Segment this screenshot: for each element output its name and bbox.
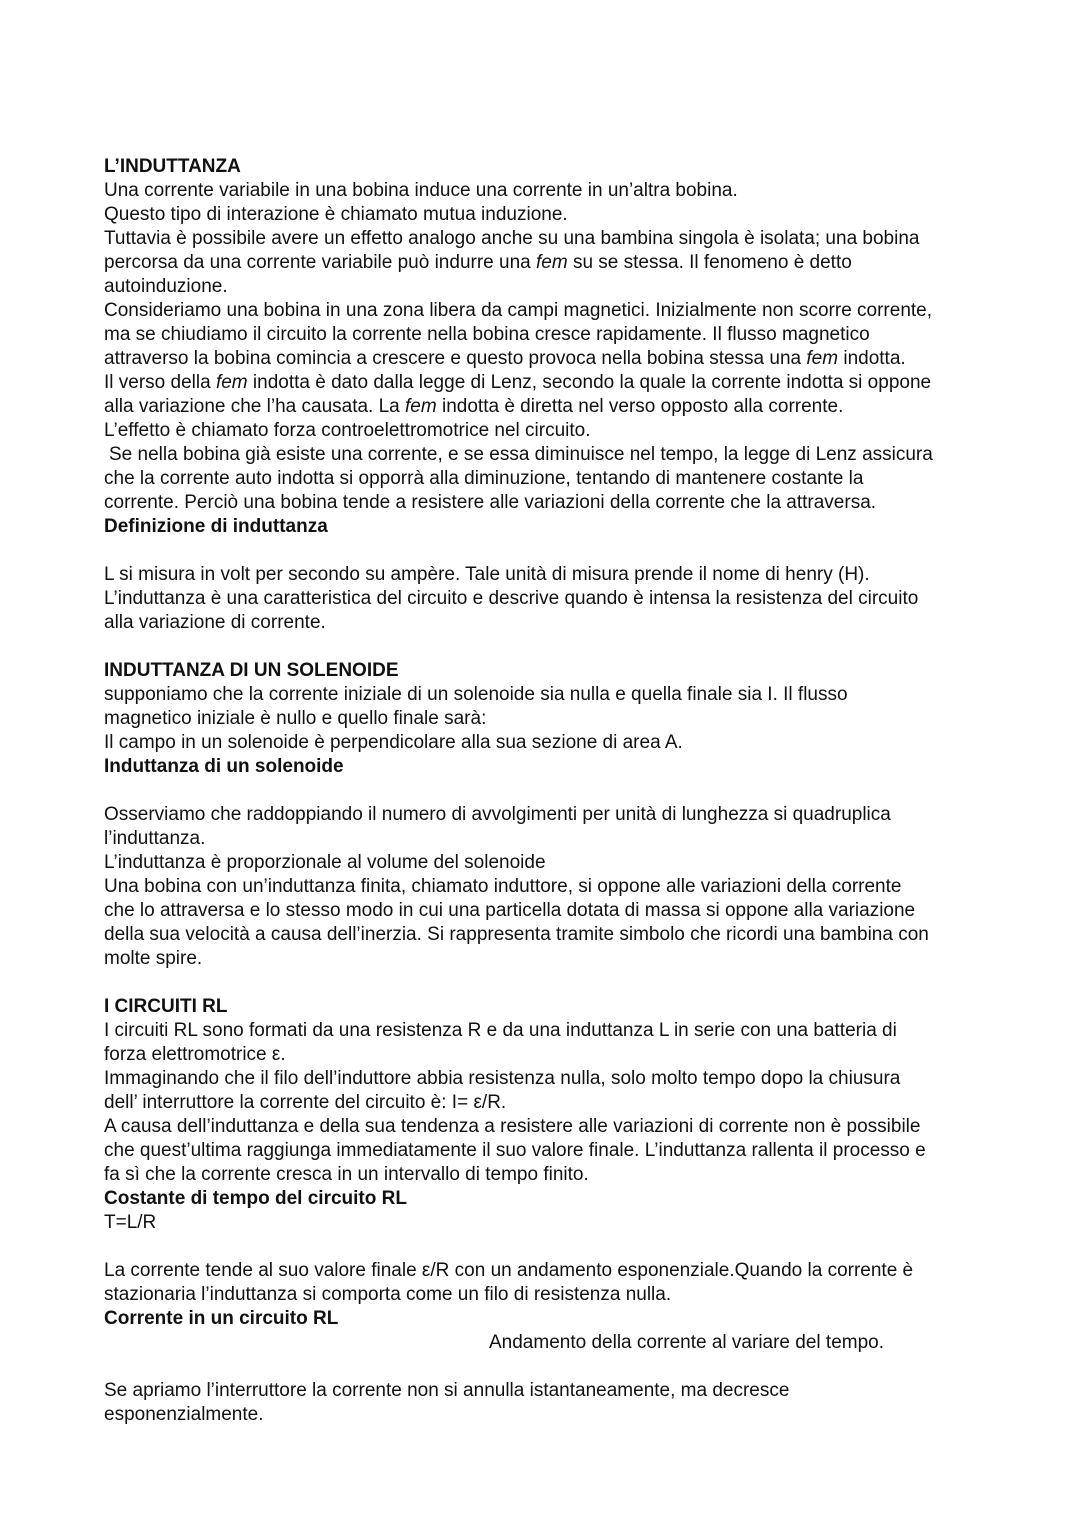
paragraph-line: dell’ interruttore la corrente del circuito è: I= ε/R. — [104, 1092, 507, 1113]
paragraph-line: Questo tipo di interazione è chiamato mutua induzione. — [104, 204, 568, 225]
paragraph-line: stazionaria l’induttanza si comporta come un filo di resistenza nulla. — [104, 1284, 672, 1305]
text-run: percorsa da una corrente variabile può indurre una — [104, 252, 536, 273]
paragraph-line: L’induttanza è una caratteristica del circuito e descrive quando è intensa la resistenza del circuito — [104, 588, 919, 609]
paragraph-line: Una corrente variabile in una bobina induce una corrente in un’altra bobina. — [104, 180, 738, 201]
formula-gap — [104, 539, 984, 563]
italic-fem: fem — [405, 396, 437, 417]
paragraph-line: che lo attraversa e lo stesso modo in cui una particella dotata di massa si oppone alla variazione — [104, 900, 916, 921]
text-run: indotta è diretta nel verso opposto alla corrente. — [436, 396, 844, 417]
italic-fem: fem — [536, 252, 568, 273]
paragraph-line: Osserviamo che raddoppiando il numero di avvolgimenti per unità di lunghezza si quadruplica — [104, 804, 891, 825]
text-run: su se stessa. Il fenomeno è detto — [567, 252, 852, 273]
figure-caption: Andamento della corrente al variare del tempo. — [489, 1332, 885, 1353]
paragraph-line — [104, 371, 984, 395]
paragraph-line: L’effetto è chiamato forza controelettromotrice nel circuito. — [104, 420, 591, 441]
paragraph-line: l’induttanza. — [104, 828, 206, 849]
paragraph-line: A causa dell’induttanza e della sua tendenza a resistere alle variazioni di corrente non è possibile — [104, 1116, 921, 1137]
section-heading-circuiti-rl: I CIRCUITI RL — [104, 996, 228, 1017]
paragraph-line: ma se chiudiamo il circuito la corrente nella bobina cresce rapidamente. Il flusso magnetico — [104, 324, 870, 345]
paragraph-line: Una bobina con un’induttanza finita, chiamato induttore, si oppone alle variazioni della corrente — [104, 876, 902, 897]
subheading-definizione-induttanza: Definizione di induttanza — [104, 516, 328, 537]
paragraph-line: forza elettromotrice ε. — [104, 1044, 286, 1065]
paragraph-line: La corrente tende al suo valore finale ε/R con un andamento esponenziale.Quando la corrente è — [104, 1260, 914, 1281]
formula-gap — [104, 779, 984, 803]
paragraph-line — [104, 251, 984, 275]
paragraph-gap — [104, 1235, 984, 1259]
section-heading-solenoide: INDUTTANZA DI UN SOLENOIDE — [104, 660, 399, 681]
section-gap — [104, 971, 984, 995]
paragraph-line: Il campo in un solenoide è perpendicolare alla sua sezione di area A. — [104, 732, 683, 753]
paragraph-line: Tuttavia è possibile avere un effetto analogo anche su una bambina singola è isolata; una bobina — [104, 228, 920, 249]
subheading-induttanza-solenoide: Induttanza di un solenoide — [104, 756, 344, 777]
paragraph-line: che quest’ultima raggiunga immediatamente il suo valore finale. L’induttanza rallenta il processo e — [104, 1140, 926, 1161]
italic-fem: fem — [215, 372, 248, 393]
document-content — [104, 155, 984, 1427]
text-run: indotta. — [838, 348, 906, 369]
paragraph-line: fa sì che la corrente cresca in un intervallo di tempo finito. — [104, 1164, 589, 1185]
text-run: Il verso della — [104, 372, 216, 393]
paragraph-line — [104, 347, 984, 371]
subheading-corrente-rl: Corrente in un circuito RL — [104, 1308, 339, 1329]
paragraph-line — [104, 395, 984, 419]
subheading-costante-tempo: Costante di tempo del circuito RL — [104, 1188, 407, 1209]
paragraph-line: esponenzialmente. — [104, 1404, 264, 1425]
italic-fem: fem — [806, 348, 839, 369]
text-run: attraverso la bobina comincia a crescere e questo provoca nella bobina stessa una — [104, 348, 807, 369]
paragraph-line: molte spire. — [104, 948, 203, 969]
paragraph-line: Consideriamo una bobina in una zona libera da campi magnetici. Inizialmente non scorre corrente, — [104, 300, 933, 321]
paragraph-line: corrente. Perciò una bobina tende a resistere alle variazioni della corrente che la attraversa. — [104, 492, 877, 513]
section-heading-induttanza: L’INDUTTANZA — [104, 156, 241, 177]
formula-time-constant: T=L/R — [104, 1212, 157, 1233]
paragraph-line: della sua velocità a causa dell’inerzia. Si rappresenta tramite simbolo che ricordi una bambina con — [104, 924, 929, 945]
paragraph-line: alla variazione di corrente. — [104, 612, 326, 633]
paragraph-line: L si misura in volt per secondo su ampère. Tale unità di misura prende il nome di henry (H). — [104, 564, 870, 585]
text-run: Se nella bobina già esiste una corrente, e se essa diminuisce nel tempo, la legge di Lenz assicura — [109, 444, 933, 465]
paragraph-line: L’induttanza è proporzionale al volume del solenoide — [104, 852, 546, 873]
paragraph-line — [104, 443, 984, 467]
paragraph-line: autoinduzione. — [104, 276, 228, 297]
paragraph-gap — [104, 1355, 984, 1379]
paragraph-line: I circuiti RL sono formati da una resistenza R e da una induttanza L in serie con una batteria di — [104, 1020, 897, 1041]
text-run: alla variazione che l’ha causata. La — [104, 396, 406, 417]
paragraph-line: Immaginando che il filo dell’induttore abbia resistenza nulla, solo molto tempo dopo la chiusura — [104, 1068, 901, 1089]
paragraph-line: supponiamo che la corrente iniziale di un solenoide sia nulla e quella finale sia I. Il flusso — [104, 684, 848, 705]
paragraph-line: che la corrente auto indotta si opporrà alla diminuzione, tentando di mantenere costante la — [104, 468, 864, 489]
section-gap — [104, 635, 984, 659]
paragraph-line: magnetico iniziale è nullo e quello finale sarà: — [104, 708, 487, 729]
paragraph-line: Se apriamo l’interruttore la corrente non si annulla istantaneamente, ma decresce — [104, 1380, 790, 1401]
text-run: indotta è dato dalla legge di Lenz, secondo la quale la corrente indotta si oppone — [247, 372, 932, 393]
